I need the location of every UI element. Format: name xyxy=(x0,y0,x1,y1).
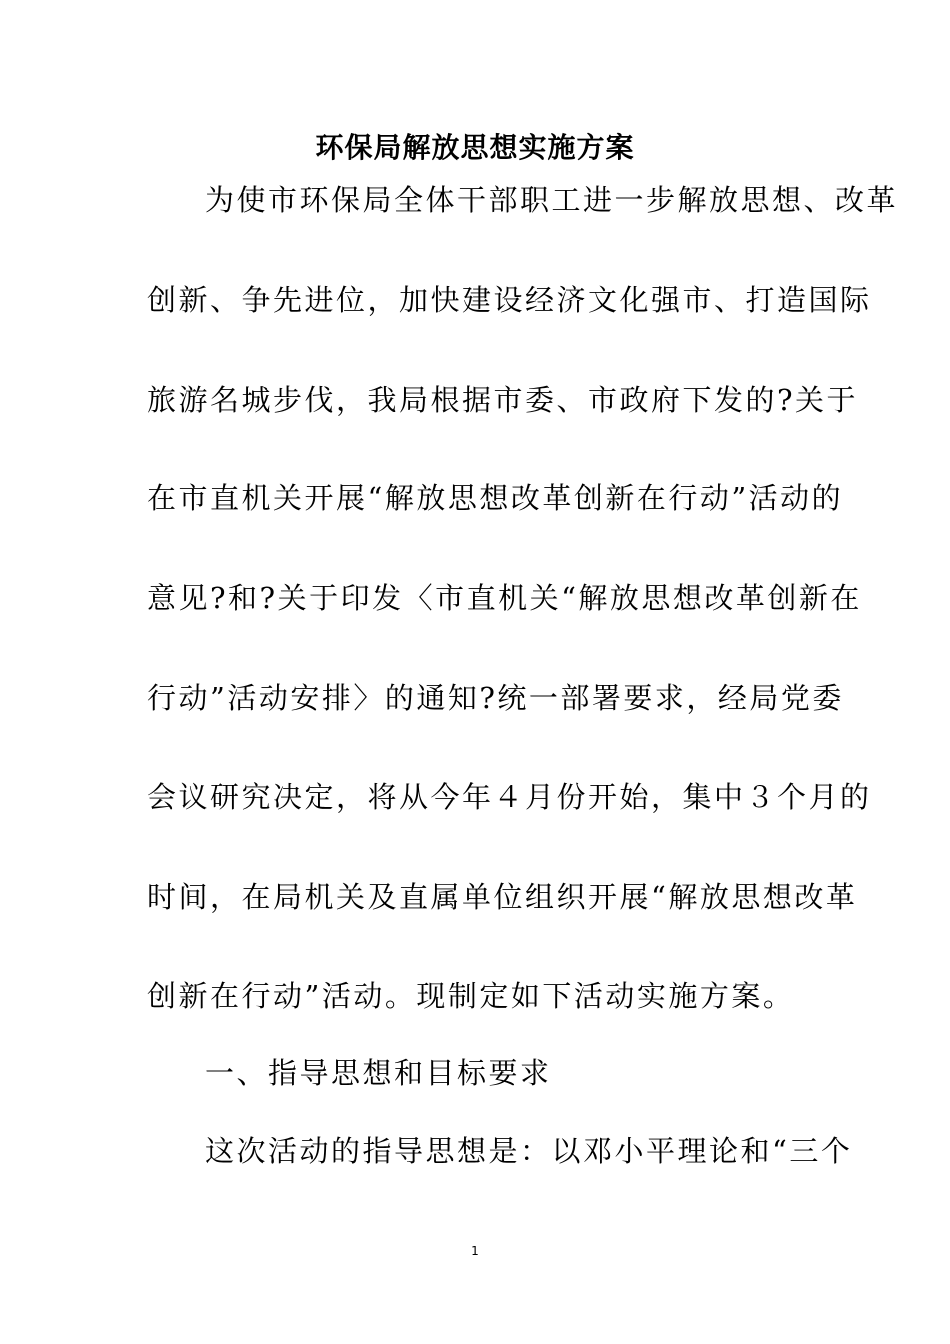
paragraph-line-3: 旅游名城步伐，我局根据市委、市政府下发的?关于 xyxy=(147,383,859,417)
paragraph-line-1: 为使市环保局全体干部职工进一步解放思想、改革 xyxy=(205,183,899,217)
paragraph-line-6: 行动”活动安排〉的通知?统一部署要求，经局党委 xyxy=(147,681,844,715)
paragraph-line-9: 创新在行动”活动。现制定如下活动实施方案。 xyxy=(147,979,795,1013)
paragraph-line-5: 意见?和?关于印发〈市直机关“解放思想改革创新在 xyxy=(147,581,862,615)
page-number: 1 xyxy=(471,1244,479,1258)
paragraph-line-10: 这次活动的指导思想是：以邓小平理论和“三个 xyxy=(205,1134,853,1168)
paragraph-line-2: 创新、争先进位，加快建设经济文化强市、打造国际 xyxy=(147,283,872,317)
paragraph-line-8: 时间，在局机关及直属单位组织开展“解放思想改革 xyxy=(147,880,858,914)
document-title: 环保局解放思想实施方案 xyxy=(315,131,635,164)
paragraph-line-4: 在市直机关开展“解放思想改革创新在行动”活动的 xyxy=(147,481,844,515)
section-heading: 一、指导思想和目标要求 xyxy=(205,1056,552,1090)
paragraph-line-7: 会议研究决定，将从今年４月份开始，集中３个月的 xyxy=(147,780,872,814)
